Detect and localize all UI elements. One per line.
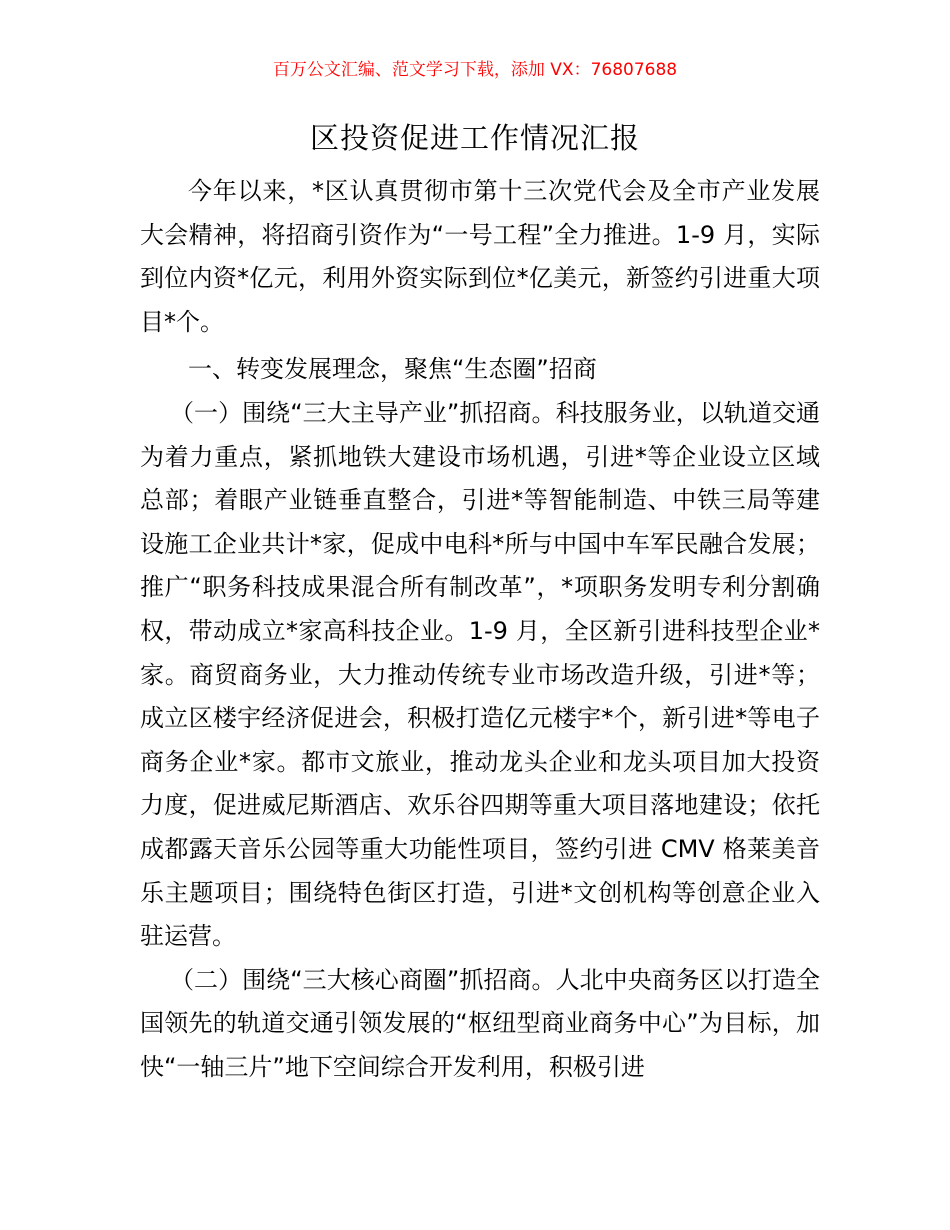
header-watermark-note: 百万公文汇编、范文学习下载，添加 VX：76807688	[272, 60, 678, 80]
section-heading-1: 一、转变发展理念，聚焦“生态圈”招商	[188, 355, 597, 384]
paragraph-2: （二）围绕“三大核心商圈”抓招商。人北中央商务区以打造全国领先的轨道交通引领发展的“枢纽型商业商务中心”为目标，加快“一轴三片”地下空间综合开发利用，积极引进	[140, 965, 820, 1081]
document-title: 区投资促进工作情况汇报	[309, 121, 640, 155]
intro-paragraph: 今年以来，*区认真贯彻市第十三次党代会及全市产业发展大会精神，将招商引资作为“一号工程”全力推进。1-9 月，实际到位内资*亿元，利用外资实际到位*亿美元，新签约引进重大项目*个。	[140, 177, 820, 336]
document-body	[140, 170, 820, 1089]
paragraph-1: （一）围绕“三大主导产业”抓招商。科技服务业，以轨道交通为着力重点，紧抓地铁大建设市场机遇，引进*等企业设立区域总部；着眼产业链垂直整合，引进*等智能制造、中铁三局等建设施工企业共计*家，促成中电科*所与中国中车军民融合发展；推广“职务科技成果混合所有制改革”，*项职务发明专利分割确权，带动成立*家高科技企业。1-9 月，全区新引进科技型企业*家。商贸商务业，大力推动传统专业市场改造升级，引进*等；成立区楼宇经济促进会，积极打造亿元楼宇*个，新引进*等电子商务企业*家。都市文旅业，推动龙头企业和龙头项目加大投资力度，促进威尼斯酒店、欢乐谷四期等重大项目落地建设；依托成都露天音乐公园等重大功能性项目，签约引进 CMV 格莱美音乐主题项目；围绕特色街区打造，引进*文创机构等创意企业入驻运营。	[140, 398, 820, 951]
